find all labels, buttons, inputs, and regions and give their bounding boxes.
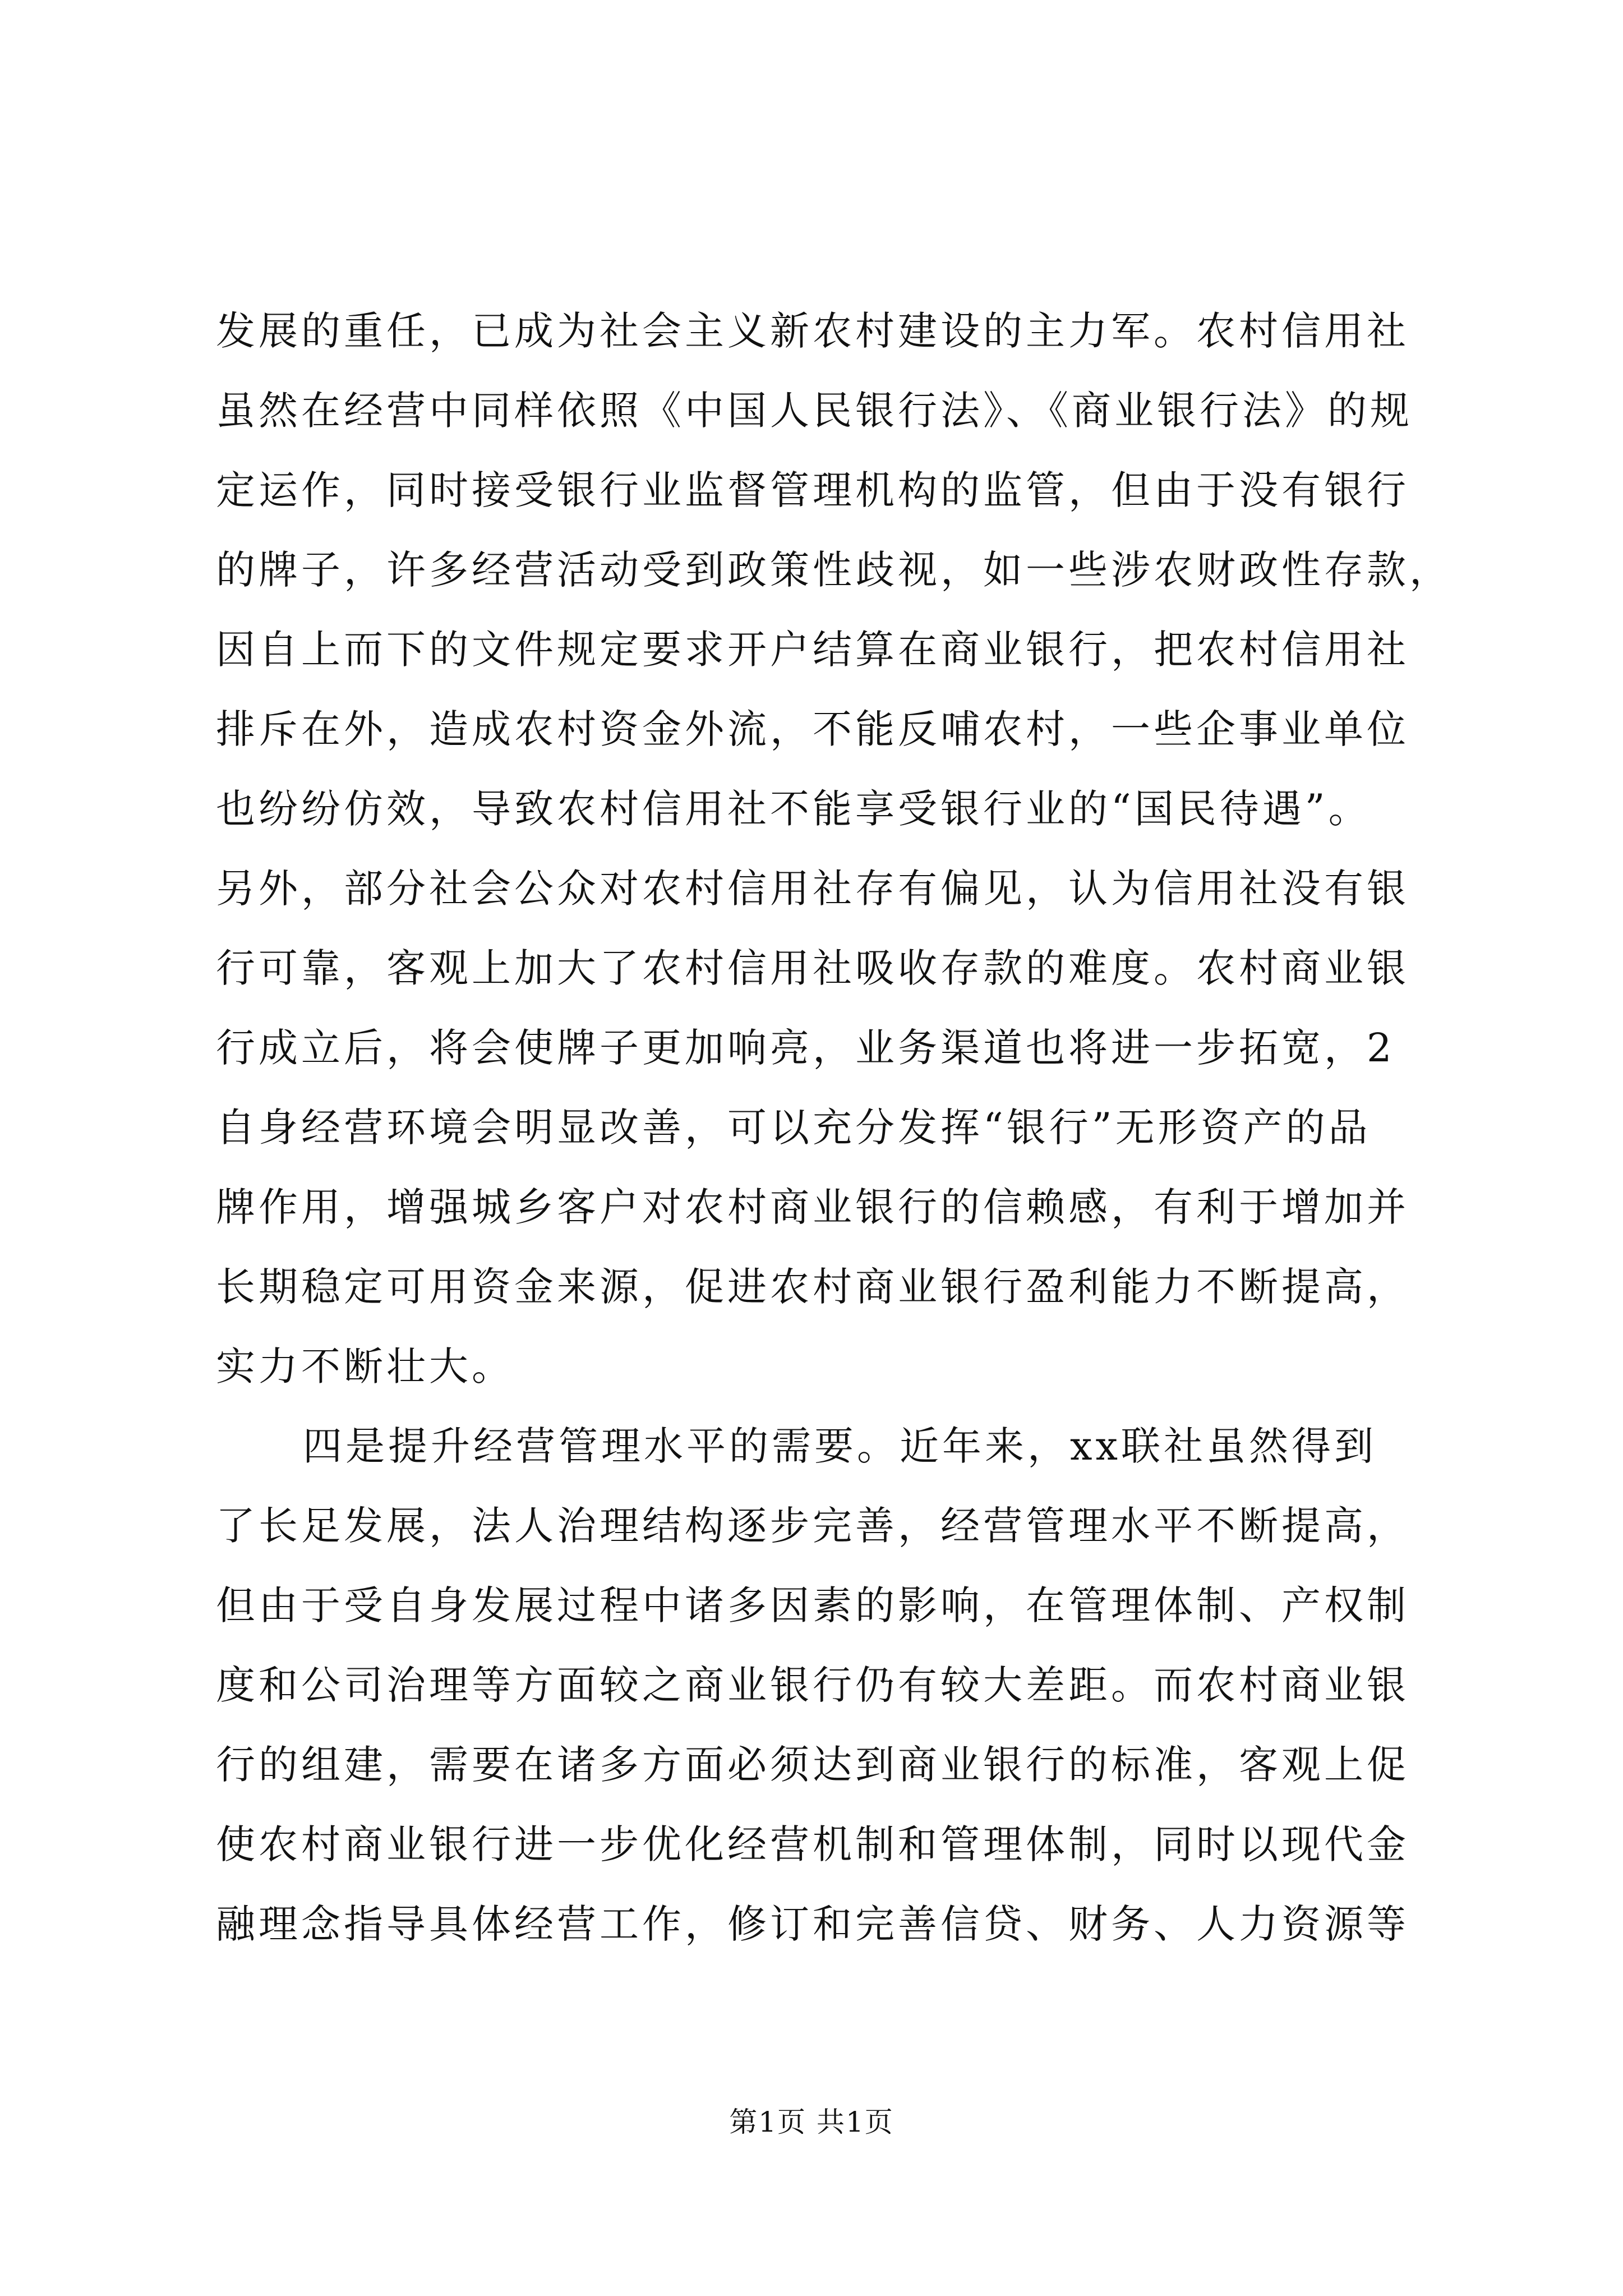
text-line: 因自上而下的文件规定要求开户结算在商业银行，把农村信用社	[216, 627, 1409, 673]
page-number-footer: 第1页 共1页	[729, 2106, 894, 2138]
text-line: 行可靠，客观上加大了农村信用社吸收存款的难度。农村商业银	[216, 945, 1409, 991]
text-line: 的牌子，许多经营活动受到政策性歧视，如一些涉农财政性存款，	[216, 547, 1452, 593]
text-line: 融理念指导具体经营工作，修订和完善信贷、财务、人力资源等	[216, 1901, 1409, 1947]
text-line: 实力不断壮大。	[216, 1343, 514, 1389]
text-line: 行成立后，将会使牌子更加响亮，业务渠道也将进一步拓宽，2	[216, 1025, 1395, 1071]
text-line: 长期稳定可用资金来源，促进农村商业银行盈利能力不断提高，	[216, 1264, 1409, 1310]
text-line: 使农村商业银行进一步优化经营机制和管理体制，同时以现代金	[216, 1821, 1409, 1867]
text-line: 发展的重任，已成为社会主义新农村建设的主力军。农村信用社	[216, 308, 1409, 354]
text-line: 但由于受自身发展过程中诸多因素的影响，在管理体制、产权制	[216, 1582, 1409, 1628]
text-line: 定运作，同时接受银行业监督管理机构的监管，但由于没有银行	[216, 467, 1409, 513]
text-line: 自身经营环境会明显改善，可以充分发挥“银行”无形资产的品	[216, 1105, 1371, 1151]
paragraph-first-line: 四是提升经营管理水平的需要。近年来，xx联社虽然得到	[303, 1423, 1377, 1469]
text-line: 虽然在经营中同样依照《中国人民银行法》、《商业银行法》的规	[216, 388, 1413, 434]
text-line: 牌作用，增强城乡客户对农村商业银行的信赖感，有利于增加并	[216, 1184, 1409, 1230]
text-line: 了长足发展，法人治理结构逐步完善，经营管理水平不断提高，	[216, 1503, 1409, 1549]
text-line: 也纷纷仿效，导致农村信用社不能享受银行业的“国民待遇”。	[216, 786, 1371, 832]
text-line: 另外，部分社会公众对农村信用社存有偏见，认为信用社没有银	[216, 866, 1409, 912]
text-line: 排斥在外，造成农村资金外流，不能反哺农村，一些企事业单位	[216, 706, 1409, 752]
text-line: 度和公司治理等方面较之商业银行仍有较大差距。而农村商业银	[216, 1662, 1409, 1708]
text-line: 行的组建，需要在诸多方面必须达到商业银行的标准，客观上促	[216, 1742, 1409, 1788]
